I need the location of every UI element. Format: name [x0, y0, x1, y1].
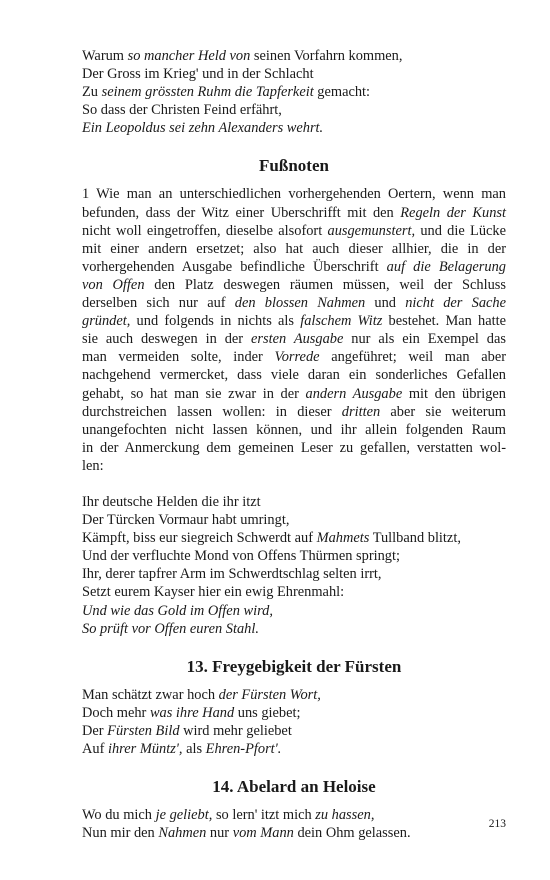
text-line: [82, 348, 506, 366]
text-span: Ihr, derer tapfrer Arm im Schwerdtschlag selten irrt,: [82, 566, 382, 583]
text-span: nur: [206, 825, 233, 842]
text-line: [82, 457, 506, 475]
italic-span: Regeln der Kunst: [400, 204, 506, 221]
text-span: als: [182, 741, 206, 757]
text-span: gemacht:: [313, 84, 371, 101]
italic-span: Ein Leopoldus sei zehn Alexanders wehrt.: [82, 120, 324, 137]
text-span: Der: [82, 722, 108, 739]
text-span: den Platz deswegen räumen müssen, weil der Schluss: [144, 276, 506, 293]
text-span: Doch mehr: [82, 704, 150, 721]
text-line: [82, 403, 506, 421]
heading-section-14: 14. Abelard an Heloise: [212, 777, 376, 797]
italic-span: Vorrede: [274, 349, 320, 366]
text-span: Ihr deutsche Helden die ihr itzt: [82, 493, 261, 510]
text-span: unangefochten nicht lassen können, und ihr allein folgenden Raum: [82, 421, 506, 438]
text-span: 1 Wie man an unterschiedlichen vorhergehenden Oertern, wenn man: [82, 186, 506, 203]
text-line: [82, 276, 506, 294]
text-span: so lern' itzt mich: [212, 807, 316, 824]
italic-span: Mahmets: [316, 530, 370, 547]
text-span: Und der verfluchte Mond von Offens Thürmen springt;: [82, 548, 400, 565]
text-line: [82, 583, 506, 601]
text-line: [82, 119, 506, 137]
text-line: [82, 602, 506, 620]
text-span: vorhergehenden Ausgabe befindliche Überschrift: [82, 258, 387, 275]
text-line: [82, 222, 506, 240]
italic-span: den blossen Nahmen: [234, 295, 366, 312]
text-span: Kämpft, biss eur siegreich Schwerdt auf: [82, 530, 317, 547]
text-line: [82, 439, 506, 457]
text-span: Warum: [82, 48, 128, 64]
text-line: [82, 83, 506, 101]
italic-span: von Offen: [82, 276, 145, 293]
text-span: Der Türcken Vormaur habt umringt,: [82, 512, 290, 529]
poem-stanza-top: [82, 47, 506, 137]
text-span: Man schätzt zwar hoch: [82, 686, 219, 703]
italic-span: zu hassen,: [315, 807, 375, 824]
text-line: [82, 806, 506, 824]
text-span: Der Gross im Krieg' und in der Schlacht: [82, 66, 314, 83]
text-span: uns giebet;: [234, 704, 301, 721]
text-line: [82, 421, 506, 439]
italic-span: gründet,: [82, 313, 131, 330]
text-line: [82, 529, 506, 547]
text-span: wird mehr geliebet: [179, 722, 292, 739]
heading-section-13: 13. Freygebigkeit der Fürsten: [186, 656, 402, 676]
italic-span: was ihre Hand: [149, 704, 235, 721]
text-line: [82, 565, 506, 583]
italic-span: ersten Ausgabe: [251, 331, 344, 348]
text-span: und: [365, 295, 406, 312]
text-line: [82, 704, 506, 722]
text-span: dein Ohm gelassen.: [293, 825, 411, 842]
italic-span: nicht der Sache: [405, 295, 506, 312]
text-line: [82, 824, 506, 842]
italic-span: ihrer Müntz',: [107, 741, 183, 757]
text-line: [82, 312, 506, 330]
text-line: [82, 511, 506, 529]
text-line: [82, 294, 506, 312]
text-line: [82, 493, 506, 511]
poem-stanza-footnote: [82, 493, 506, 638]
text-span: gehabt, so hat man sie zwar in der: [82, 385, 306, 402]
text-span: mit den übrigen: [402, 385, 506, 402]
text-span: bestehet. Man hatte: [382, 313, 506, 330]
poem-section-13: [82, 686, 506, 758]
text-span: seinen Vorfahrn kommen,: [250, 48, 403, 64]
text-span: Tullband blitzt,: [369, 530, 461, 547]
text-line: [82, 722, 506, 740]
text-span: Setzt eurem Kayser hier ein ewig Ehrenmahl:: [82, 584, 345, 601]
text-span: man vermeiden solte, inder: [82, 349, 275, 366]
text-span: und die Lücke: [415, 222, 506, 239]
italic-span: seinem grössten Ruhm die Tapferkeit: [101, 84, 314, 101]
text-span: durchstreichen lassen wollen: in dieser: [82, 403, 342, 420]
italic-span: ausgemunstert,: [327, 222, 416, 239]
text-span: angeführet; weil man aber: [319, 349, 507, 366]
italic-span: vom Mann: [232, 825, 294, 842]
text-span: mit einer andern ersetzet; also hat auch dieser allhier, die in der: [82, 240, 506, 257]
poem-section-14: [82, 806, 506, 842]
text-line: [82, 620, 506, 638]
text-span: aber sie weiterum: [380, 403, 506, 420]
text-line: [82, 185, 506, 203]
italic-span: der Fürsten Wort,: [218, 686, 321, 703]
page-number: 213: [488, 818, 506, 830]
text-line: [82, 547, 506, 565]
heading-footnotes: Fußnoten: [259, 156, 329, 176]
italic-span: Nahmen: [158, 825, 207, 842]
text-line: [82, 330, 506, 348]
italic-span: Ehren-Pfort'.: [205, 741, 282, 757]
text-line: [82, 47, 506, 65]
text-span: sie auch deswegen in der: [82, 331, 251, 348]
italic-span: falschem Witz: [300, 313, 383, 330]
text-line: [82, 65, 506, 83]
text-span: nachgehend vermercket, dass viele daran ein sonderliches Gefallen: [82, 367, 506, 384]
italic-span: auf die Belagerung: [386, 258, 506, 275]
italic-span: So prüft vor Offen euren Stahl.: [82, 620, 259, 637]
text-span: und folgends in nichts als: [130, 313, 301, 330]
text-span: Auf: [82, 741, 108, 757]
page-body: [82, 47, 506, 842]
italic-span: so mancher Held von: [127, 48, 251, 64]
italic-span: Und wie das Gold im Offen wird,: [82, 602, 273, 619]
text-line: [82, 204, 506, 222]
text-line: [82, 740, 506, 758]
text-span: nur als ein Exempel das: [343, 331, 506, 348]
italic-span: Fürsten Bild: [107, 722, 180, 739]
footnote-paragraph: [82, 185, 506, 475]
text-span: Nun mir den: [82, 825, 159, 842]
text-span: So dass der Christen Feind erfährt,: [82, 102, 282, 119]
text-line: [82, 101, 506, 119]
text-span: Wo du mich: [82, 807, 156, 824]
text-span: befunden, dass der Witz einer Uberschrifft mit den: [82, 204, 401, 221]
text-span: len:: [82, 457, 104, 474]
text-line: [82, 366, 506, 384]
italic-span: dritten: [341, 403, 381, 420]
italic-span: je geliebt,: [155, 807, 213, 824]
text-line: [82, 385, 506, 403]
text-span: in der Anmerckung dem gemeinen Leser zu gefallen, verstatten wol-: [82, 439, 506, 456]
text-span: nicht woll eingetroffen, dieselbe alsofort: [82, 222, 328, 239]
text-line: [82, 686, 506, 704]
text-line: [82, 258, 506, 276]
text-span: Zu: [82, 84, 102, 101]
text-line: [82, 240, 506, 258]
text-span: derselben sich nur auf: [82, 295, 235, 312]
italic-span: andern Ausgabe: [305, 385, 403, 402]
